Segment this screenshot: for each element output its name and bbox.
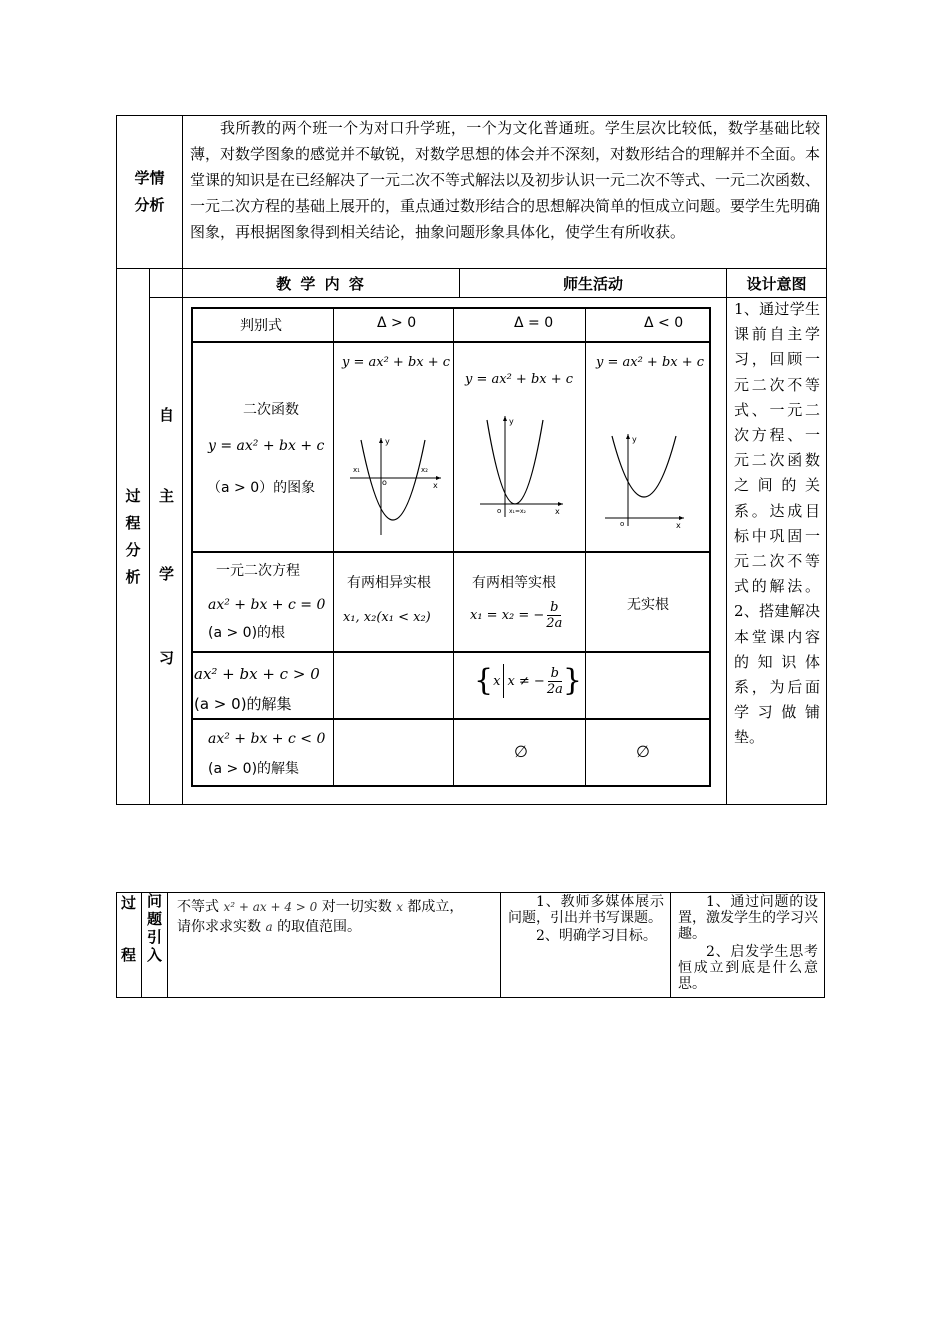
process-side-label-2: 过 程 xyxy=(121,894,137,964)
self-study-label: 自 主 学 习 xyxy=(159,406,175,667)
header-design-intent: 设计意图 xyxy=(726,268,827,298)
design-intent-text: 1、通过学生课前自主学习，回顾一元二次不等式、一元二次方程、一元二次函数之间的关系。达成目标中巩固一元二次不等式的解法。2、搭建解决本堂课内容的知识体系，为后面学习做铺垫。 xyxy=(734,300,820,747)
lt-row-label-1: ax² + bx + c < 0 xyxy=(208,731,326,747)
svg-text:x₁: x₁ xyxy=(353,466,360,474)
func-row-label-3: （a > 0）的图象 xyxy=(207,480,316,496)
eq-row-label-2: ax² + bx + c = 0 xyxy=(208,597,326,613)
eq-neg-text: 无实根 xyxy=(627,597,669,613)
parabola-two-roots-graph xyxy=(345,430,445,540)
comparison-table xyxy=(191,307,711,787)
question-activity-text: 1、教师多媒体展示问题，引出并书写课题。 2、明确学习目标。 xyxy=(508,894,664,944)
learning-analysis-paragraph: 我所教的两个班一个为对口升学班，一个为文化普通班。学生层次比较低，数学基础比较薄，对数学图象的感觉并不敏锐，对数学思想的体会并不深刻，对数形结合的理解并不全面。本堂课的知识是在已经解决了一元二次不等式解法以及初步认识一元二次不等式、一元二次函数、一元二次方程的基础上展开的，重点通过数形结合的思想解决简单的恒成立问题。要学生先明确图象，再根据图象得到相关结论，抽象问题形象具体化，使学生有所收获。 xyxy=(190,119,821,241)
func-formula-pos: y = ax² + bx + c xyxy=(342,355,451,370)
svg-text:o: o xyxy=(497,507,502,515)
svg-text:y: y xyxy=(632,435,637,444)
svg-text:x₁=x₂: x₁=x₂ xyxy=(509,508,526,515)
header-teaching-content: 教 学 内 容 xyxy=(182,268,460,298)
learning-analysis-label: 学 情 分 析 xyxy=(134,169,165,214)
svg-text:x: x xyxy=(555,507,560,516)
cell-delta-pos: Δ > 0 xyxy=(377,315,417,331)
header-teacher-student-activity: 师生活动 xyxy=(459,268,727,298)
svg-text:o: o xyxy=(382,478,387,487)
question-problem-text: 不等式 x² + ax + 4 > 0 对一切实数 x 都成立， 请你求求实数 a 的取值范围。 xyxy=(177,899,464,935)
eq-row-label-3: (a > 0)的根 xyxy=(208,625,286,641)
svg-text:y: y xyxy=(509,417,514,426)
svg-text:x₂: x₂ xyxy=(421,466,428,474)
lt-zero-empty-set: ∅ xyxy=(514,742,528,761)
lt-neg-empty-set: ∅ xyxy=(636,742,650,761)
question-intro-label: 问 题 引 入 xyxy=(146,892,162,964)
process-side-label: 过 程 分 析 xyxy=(125,486,141,586)
eq-zero-text: 有两相等实根 xyxy=(472,575,556,591)
func-formula-zero: y = ax² + bx + c xyxy=(465,372,574,387)
gt-row-label-2: (a > 0)的解集 xyxy=(194,695,292,713)
cell-discriminant: 判别式 xyxy=(240,318,282,334)
eq-pos-text: 有两相异实根 xyxy=(347,575,431,591)
func-row-label-1: 二次函数 xyxy=(243,402,299,418)
svg-text:x: x xyxy=(676,521,681,530)
eq-row-label-1: 一元二次方程 xyxy=(216,563,300,579)
svg-text:y: y xyxy=(385,437,390,446)
lt-row-label-2: (a > 0)的解集 xyxy=(208,761,300,777)
cell-delta-zero: Δ = 0 xyxy=(514,315,554,331)
eq-zero-math: x₁ = x₂ = − $\frac{b}{2a}$ xyxy=(470,600,563,631)
parabola-no-roots-graph xyxy=(600,430,690,530)
eq-pos-math: x₁, x₂(x₁ < x₂) xyxy=(343,610,431,625)
svg-text:x: x xyxy=(433,481,438,490)
gt-row-label-1: ax² + bx + c > 0 xyxy=(194,665,320,683)
svg-text:o: o xyxy=(620,520,625,528)
gt-zero-solution-set: { x x ≠ − $\frac{b}{2a}$ } xyxy=(474,663,582,698)
question-intent-text: 1、通过问题的设置，激发学生的学习兴趣。 2、启发学生思考恒成立到底是什么意思。 xyxy=(678,894,818,992)
parabola-one-root-graph xyxy=(475,412,570,522)
func-formula-neg: y = ax² + bx + c xyxy=(596,355,705,370)
cell-delta-neg: Δ < 0 xyxy=(644,315,684,331)
header-empty-cell xyxy=(149,268,183,298)
func-row-label-2: y = ax² + bx + c xyxy=(208,438,325,454)
